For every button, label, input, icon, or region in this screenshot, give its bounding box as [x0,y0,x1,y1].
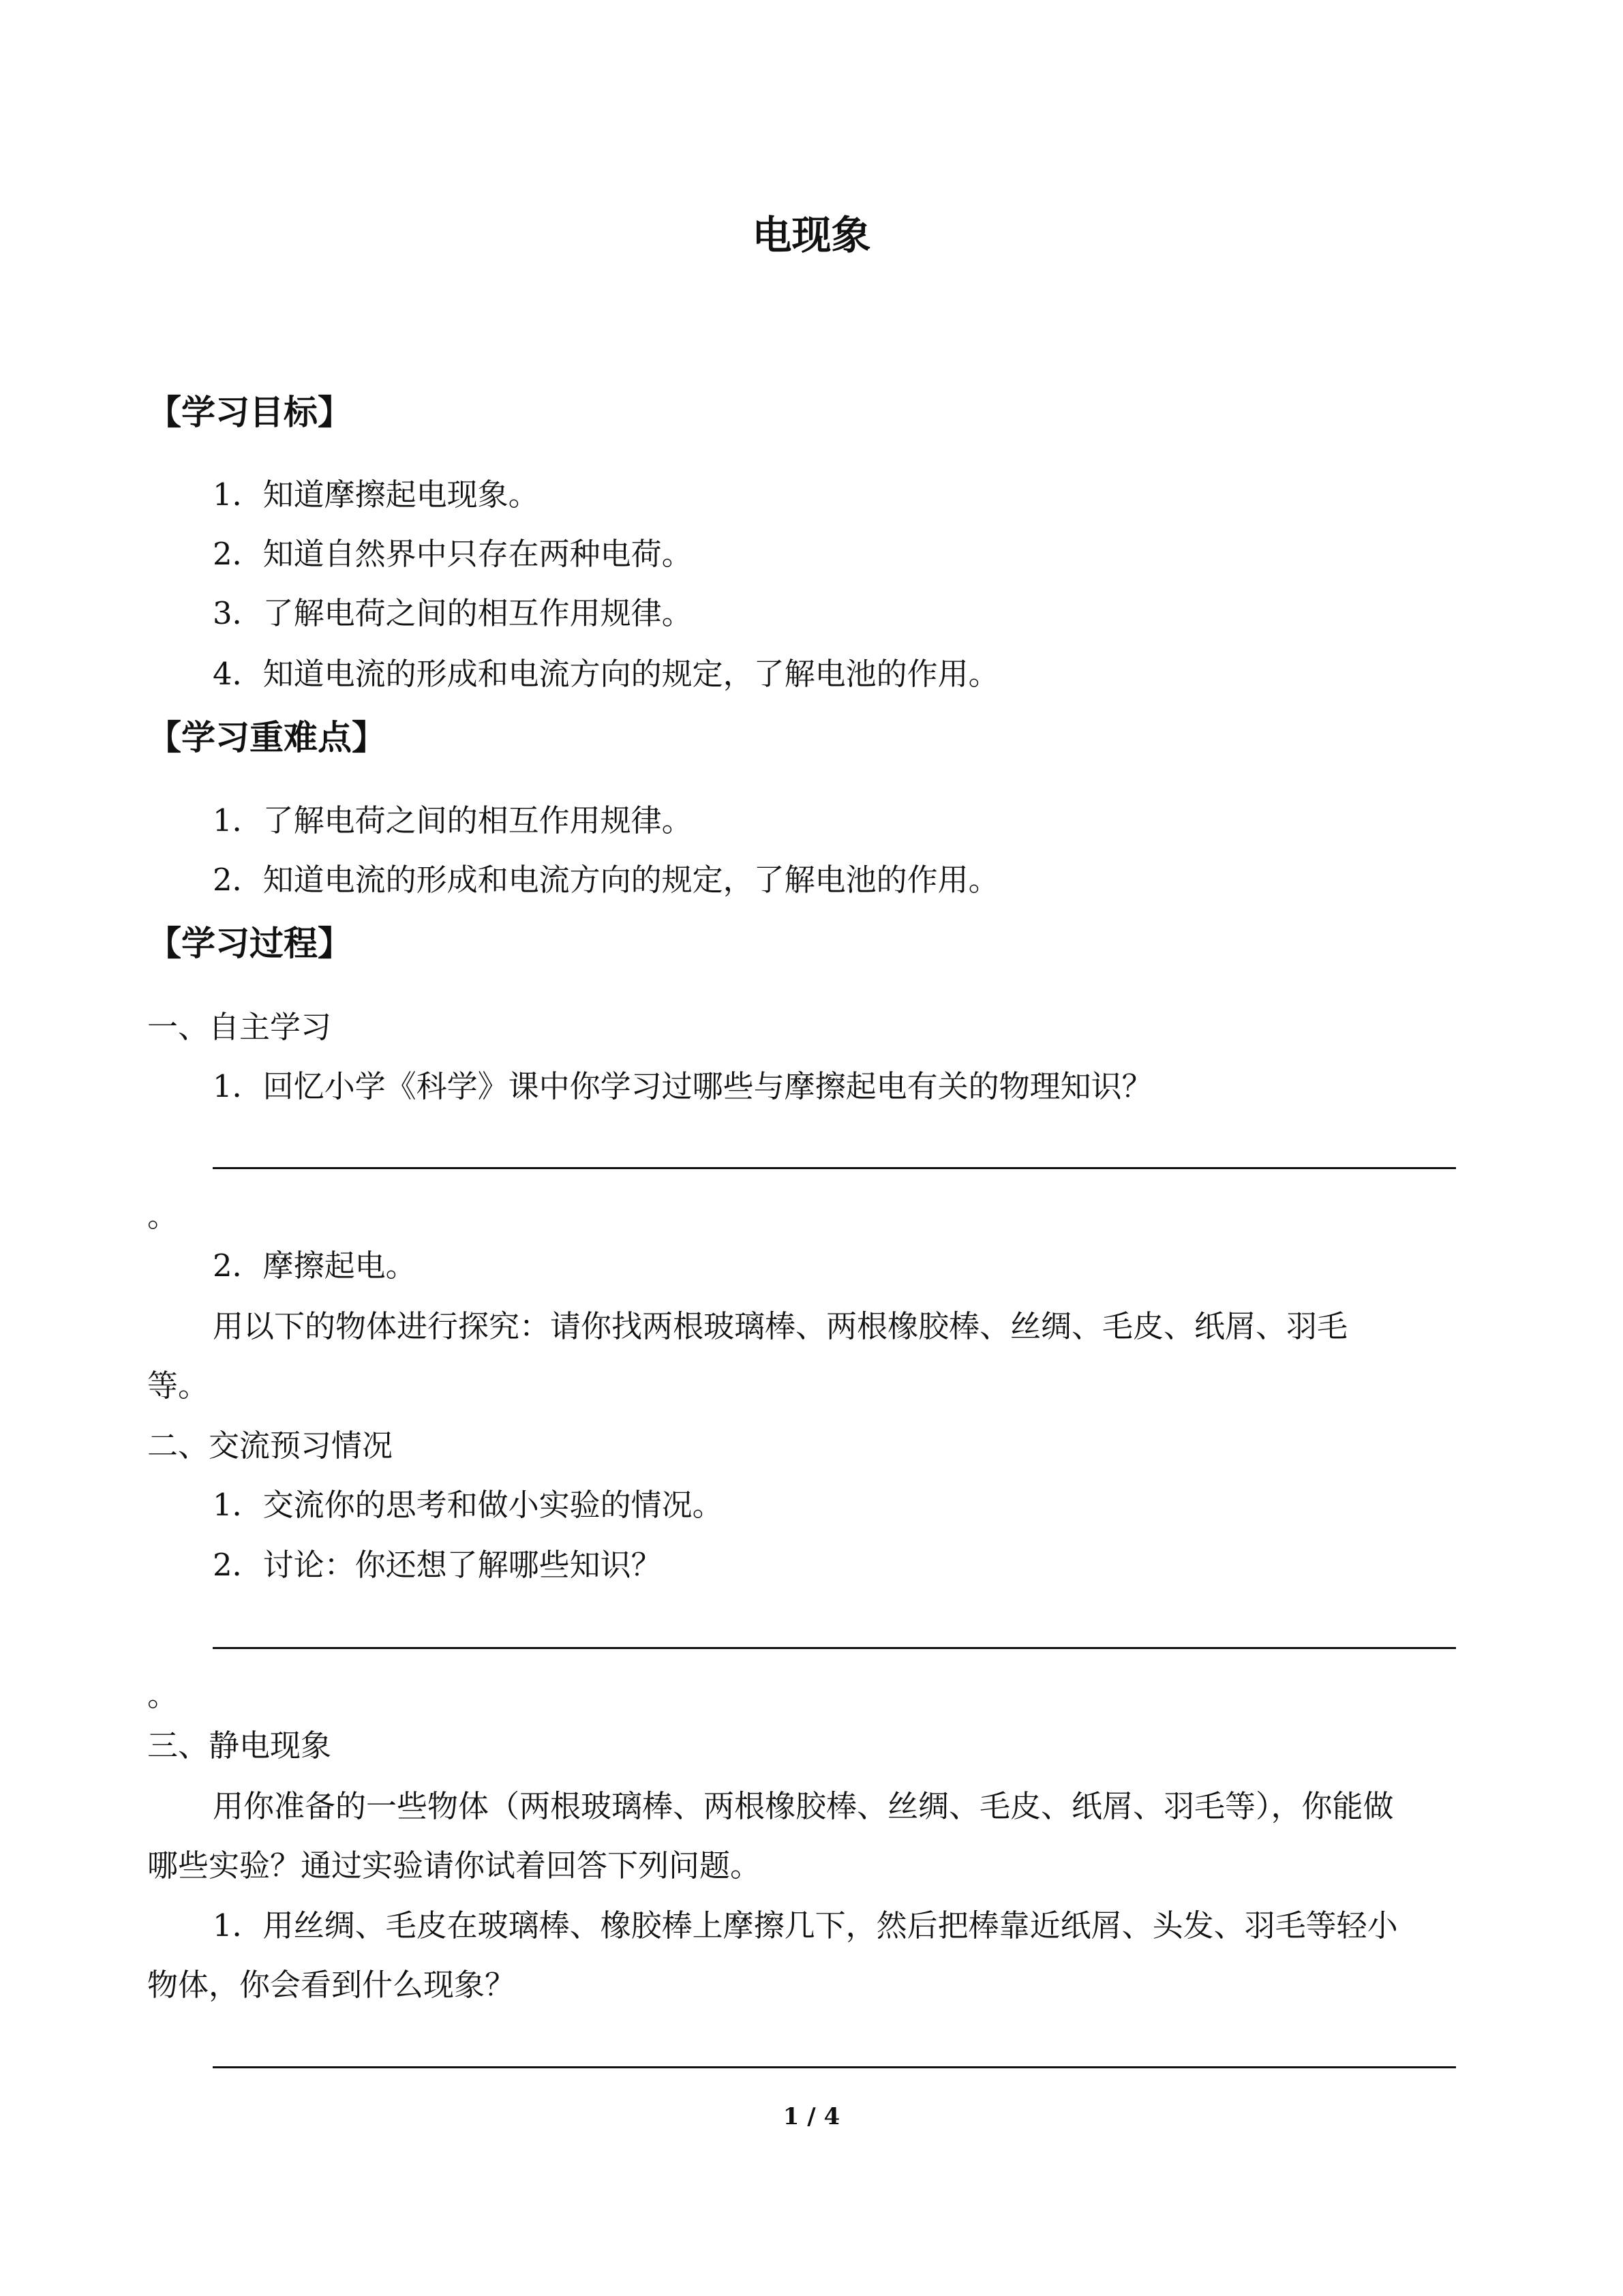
part1-question-2: 2．摩擦起电。 [213,1248,416,1284]
goal-item-1: 1．知道摩擦起电现象。 [213,477,539,513]
answer-blank-3[interactable] [213,2066,1456,2068]
part2-title: 二、交流预习情况 [147,1428,393,1464]
part2-question-2: 2．讨论：你还想了解哪些知识？ [213,1547,662,1583]
part3-intro-line-2: 哪些实验？通过实验请你试着回答下列问题。 [147,1847,761,1884]
part1-q2-text-line-1: 用以下的物体进行探究：请你找两根玻璃棒、两根橡胶棒、丝绸、毛皮、纸屑、羽毛 [213,1308,1348,1344]
section-heading-key-points: 【学习重难点】 [147,718,386,757]
document-title: 电现象 [752,212,871,258]
key-point-item-1: 1．了解电荷之间的相互作用规律。 [213,802,693,839]
goal-item-3: 3．了解电荷之间的相互作用规律。 [213,595,693,631]
part1-question-1: 1．回忆小学《科学》课中你学习过哪些与摩擦起电有关的物理知识？ [213,1068,1153,1104]
part2-question-1: 1．交流你的思考和做小实验的情况。 [213,1487,723,1523]
key-point-item-2: 2．知道电流的形成和电流方向的规定，了解电池的作用。 [213,862,999,898]
page-number: 1 / 4 [783,2103,840,2130]
section-heading-process: 【学习过程】 [147,924,352,963]
answer-blank-2-end: 。 [147,1677,179,1713]
part1-title: 一、自主学习 [147,1009,332,1045]
part1-q2-text-line-2: 等。 [147,1368,209,1404]
part3-question-1-line-2: 物体，你会看到什么现象？ [147,1967,516,2003]
section-heading-goals: 【学习目标】 [147,393,352,432]
goal-item-2: 2．知道自然界中只存在两种电荷。 [213,536,693,572]
part3-title: 三、静电现象 [147,1727,332,1764]
goal-item-4: 4．知道电流的形成和电流方向的规定，了解电池的作用。 [213,656,999,692]
answer-blank-1[interactable] [213,1167,1456,1169]
part3-question-1-line-1: 1．用丝绸、毛皮在玻璃棒、橡胶棒上摩擦几下，然后把棒靠近纸屑、头发、羽毛等轻小 [213,1907,1398,1944]
answer-blank-2[interactable] [213,1647,1456,1649]
part3-intro-line-1: 用你准备的一些物体（两根玻璃棒、两根橡胶棒、丝绸、毛皮、纸屑、羽毛等），你能做 [213,1788,1394,1824]
answer-blank-1-end: 。 [147,1198,179,1234]
